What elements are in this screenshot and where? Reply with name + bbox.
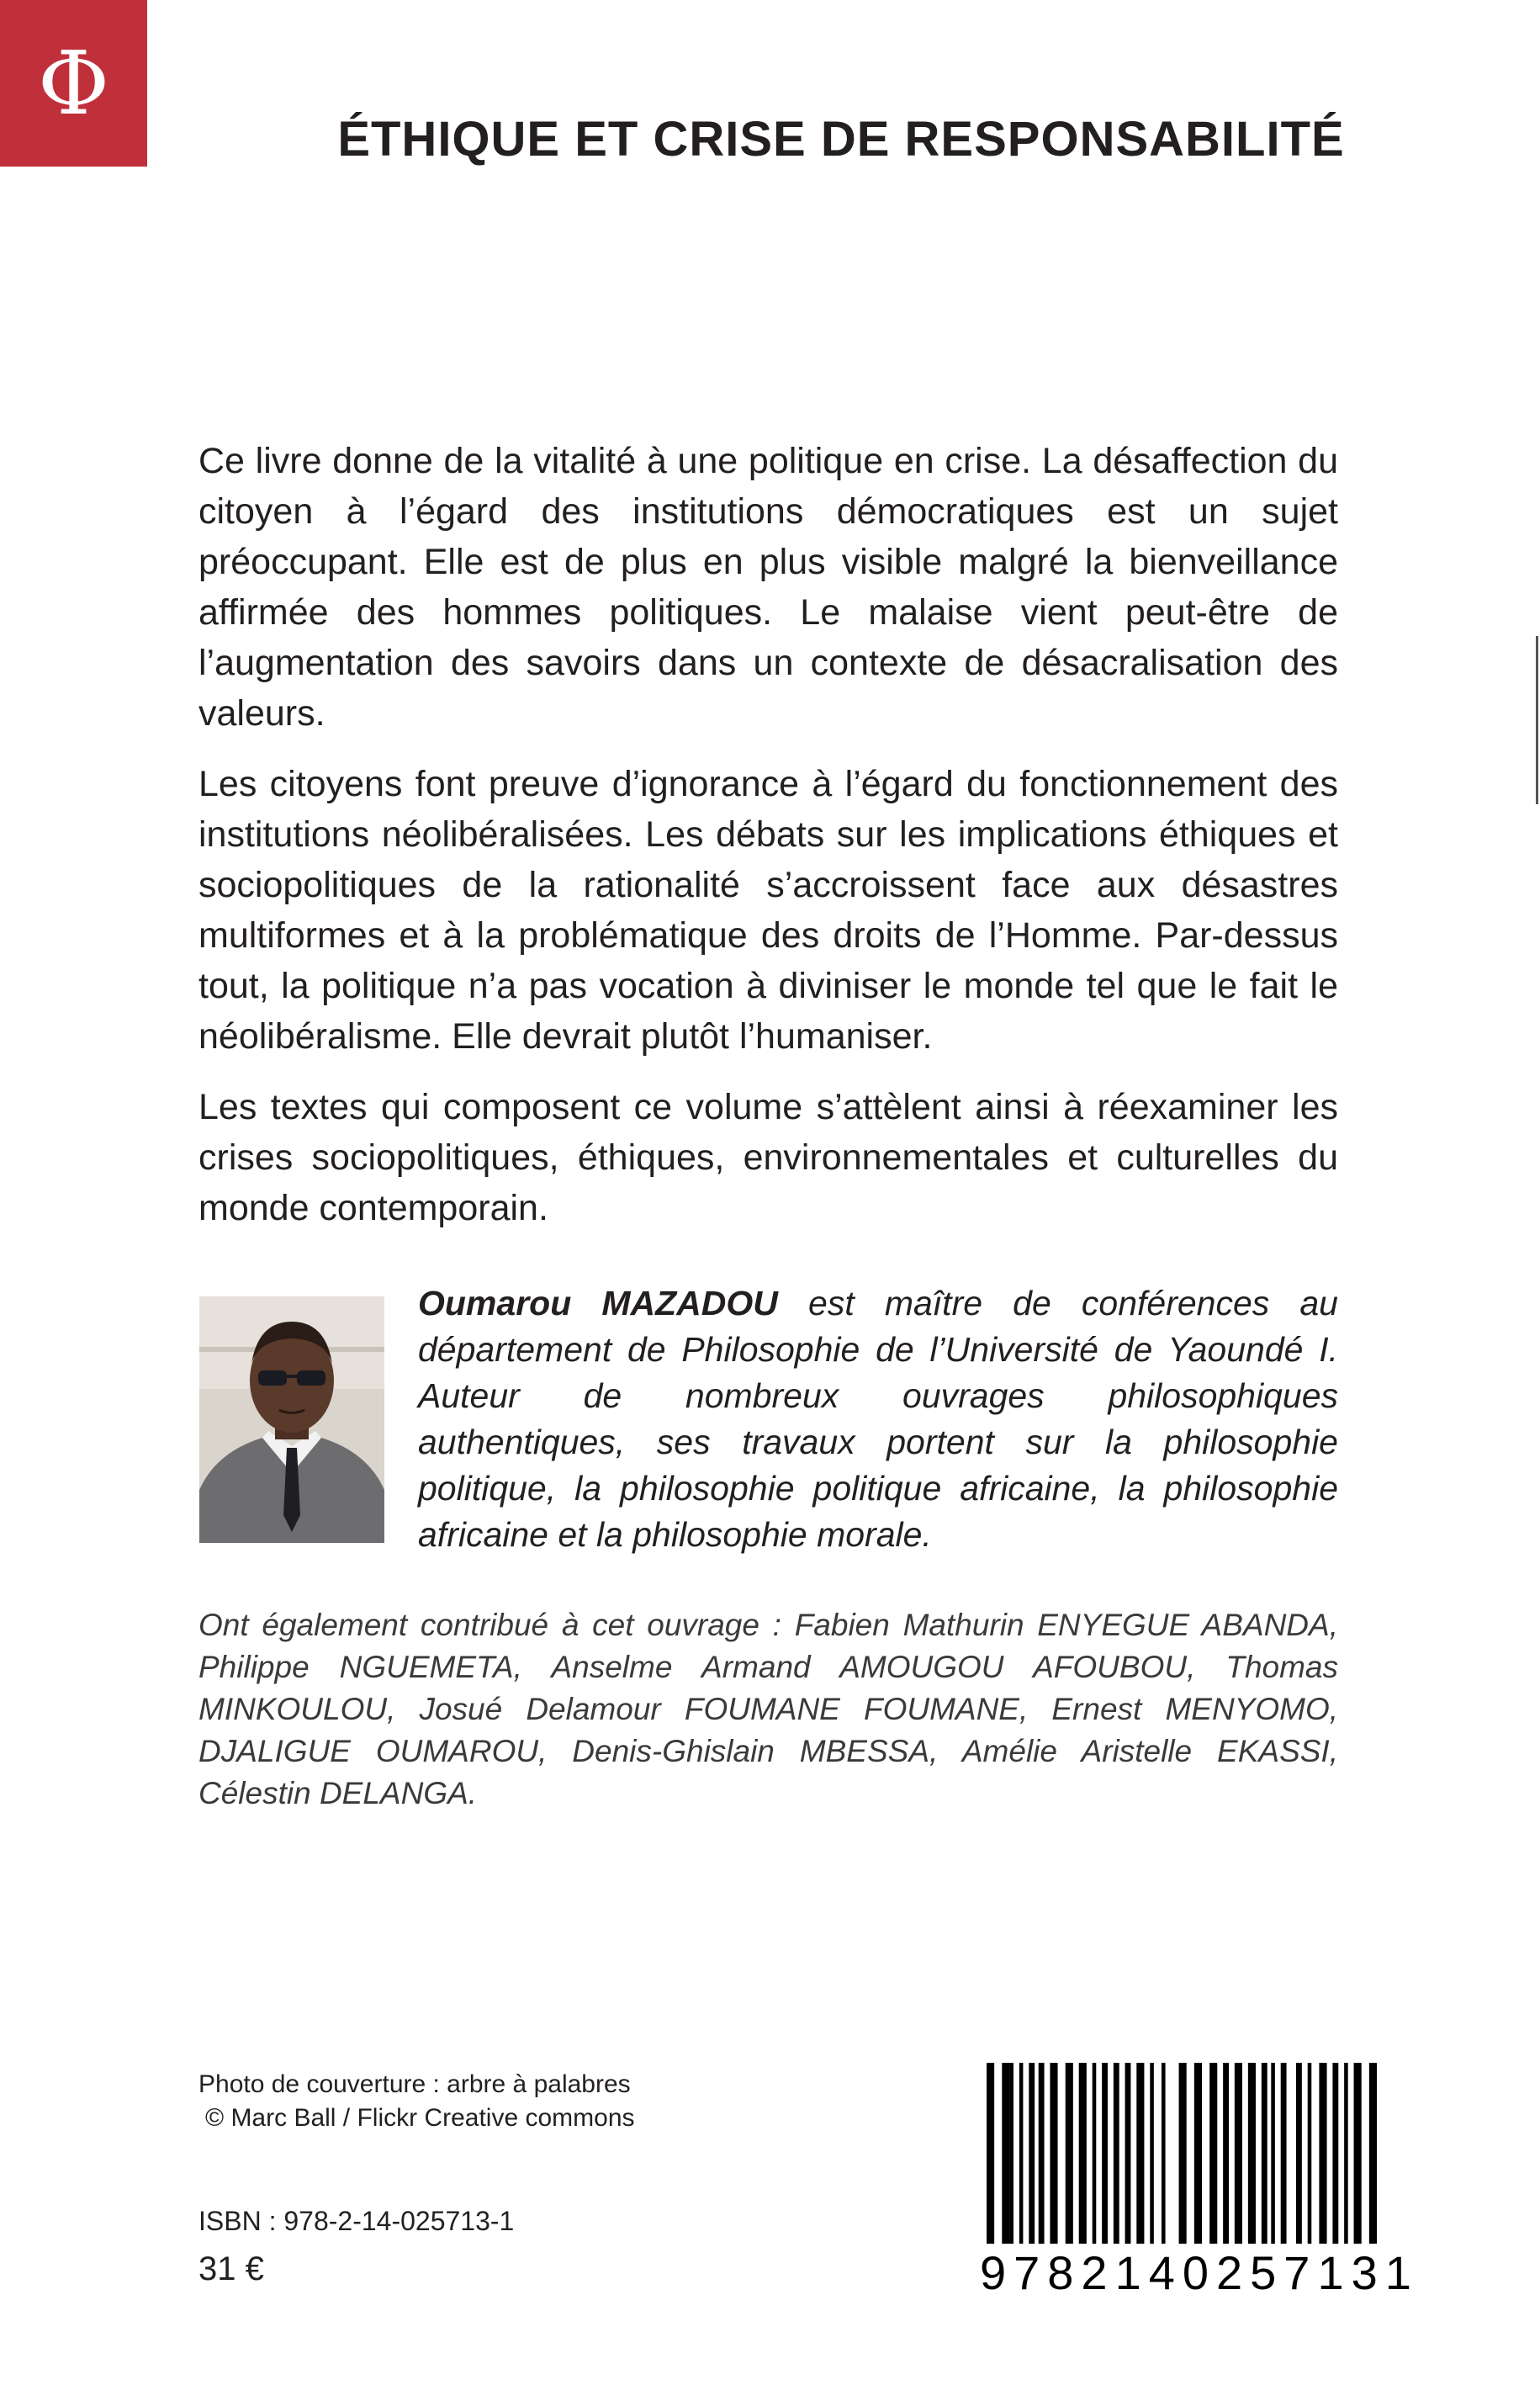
publisher-logo bbox=[0, 0, 147, 167]
barcode-digits: 9782140257131 bbox=[980, 2246, 1419, 2299]
barcode-bar bbox=[1136, 2063, 1144, 2244]
barcode-bar bbox=[1019, 2063, 1024, 2244]
barcode-bar bbox=[1009, 2063, 1013, 2244]
barcode-bar bbox=[1271, 2063, 1275, 2244]
barcode-bar bbox=[1223, 2063, 1229, 2244]
barcode-bar bbox=[1150, 2063, 1154, 2244]
barcode-bar bbox=[1079, 2063, 1087, 2244]
barcode-bar bbox=[1194, 2063, 1202, 2244]
barcode-bar bbox=[1125, 2063, 1131, 2244]
barcode-bar bbox=[1114, 2063, 1119, 2244]
barcode-bar bbox=[1050, 2063, 1057, 2244]
barcode-bar bbox=[1248, 2063, 1256, 2244]
barcode-bar bbox=[1209, 2063, 1217, 2244]
phi-logo-icon: Φ bbox=[37, 32, 110, 135]
author-bio bbox=[418, 1280, 1338, 1558]
page-edge-mark bbox=[1536, 636, 1538, 804]
author-name: Oumarou MAZADOU bbox=[418, 1284, 778, 1322]
barcode-bar bbox=[1296, 2063, 1302, 2244]
blurb-paragraph: Ce livre donne de la vitalité à une politique en crise. La désaffection du citoyen à l’égard des institutions démocratiques est un sujet préoccupant. Elle est de plus en plus visible malgré la bienveillance affirmée des hommes politiques. Le malaise vient peut-être de l’augmentation des savoirs dans un contexte de désacralisation des valeurs. bbox=[198, 441, 1338, 734]
barcode-bar bbox=[1235, 2063, 1242, 2244]
barcode-bar bbox=[1093, 2063, 1097, 2244]
blurb-paragraph: Les citoyens font preuve d’ignorance à l’égard du fonctionnement des institutions néolibéralisées. Les débats sur les implications éthiques et sociopolitiques de la rationalité s’accroissent face aux désastres multiformes et à la problématique des droits de l’Homme. Par-dessus tout, la politique n’a pas vocation à diviniser le monde tel que le fait le néolibéralisme. Elle devrait plutôt l’humaniser. bbox=[198, 764, 1338, 1057]
photo-credit bbox=[198, 2068, 787, 2135]
barcode-bar bbox=[987, 2063, 994, 2244]
isbn: ISBN : 978-2-14-025713-1 bbox=[198, 2206, 515, 2236]
barcode-bar bbox=[1162, 2063, 1166, 2244]
barcode-bar bbox=[1354, 2063, 1362, 2244]
photo-credit-line: © Marc Ball / Flickr Creative commons bbox=[205, 2104, 635, 2132]
contributors-note: Ont également contribué à cet ouvrage : Fabien Mathurin ENYEGUE ABANDA, Philippe NGUEMETA, Anselme Armand AMOUGOU AFOUBOU, Thomas MINKOULOU, Josué Delamour FOUMANE FOUMANE, Ernest MENYOMO, DJALIGUE OUMAROU, Denis-Ghislain MBESSA, Amélie Aristelle EKASSI, Célestin DELANGA. bbox=[198, 1608, 1338, 1810]
barcode-bar bbox=[1102, 2063, 1108, 2244]
barcode-bar bbox=[1002, 2063, 1009, 2244]
price: 31 € bbox=[198, 2250, 264, 2287]
barcode-bar bbox=[1066, 2063, 1073, 2244]
barcode-bar bbox=[1369, 2063, 1377, 2244]
author-bio-text: est maître de conférences au département de Philosophie de l’Université de Yaoundé I. Auteur de nombreux ouvrages philosophiques authentiques, ses travaux portent sur la philosophie politique, la philosophie politique africaine, la philosophie africaine et la philosophie morale. bbox=[418, 1284, 1338, 1554]
barcode-bar bbox=[1344, 2063, 1348, 2244]
book-title: ÉTHIQUE ET CRISE DE RESPONSABILITÉ bbox=[337, 112, 1345, 167]
blurb-paragraph: Les textes qui composent ce volume s’attèlent ainsi à réexaminer les crises sociopolitiques, éthiques, environnementales et culturelles du monde contemporain. bbox=[198, 1087, 1338, 1228]
barcode-bar bbox=[1039, 2063, 1045, 2244]
barcode-bar bbox=[1308, 2063, 1312, 2244]
author-photo bbox=[199, 1296, 384, 1543]
barcode-bar bbox=[1332, 2063, 1338, 2244]
book-blurb bbox=[198, 436, 1338, 1253]
barcode-bar bbox=[1029, 2063, 1035, 2244]
barcode-bar bbox=[1319, 2063, 1326, 2244]
barcode-bar bbox=[1281, 2063, 1287, 2244]
photo-credit-line: Photo de couverture : arbre à palabres bbox=[198, 2070, 631, 2098]
barcode-bar bbox=[1262, 2063, 1267, 2244]
barcode-bar bbox=[1179, 2063, 1187, 2244]
